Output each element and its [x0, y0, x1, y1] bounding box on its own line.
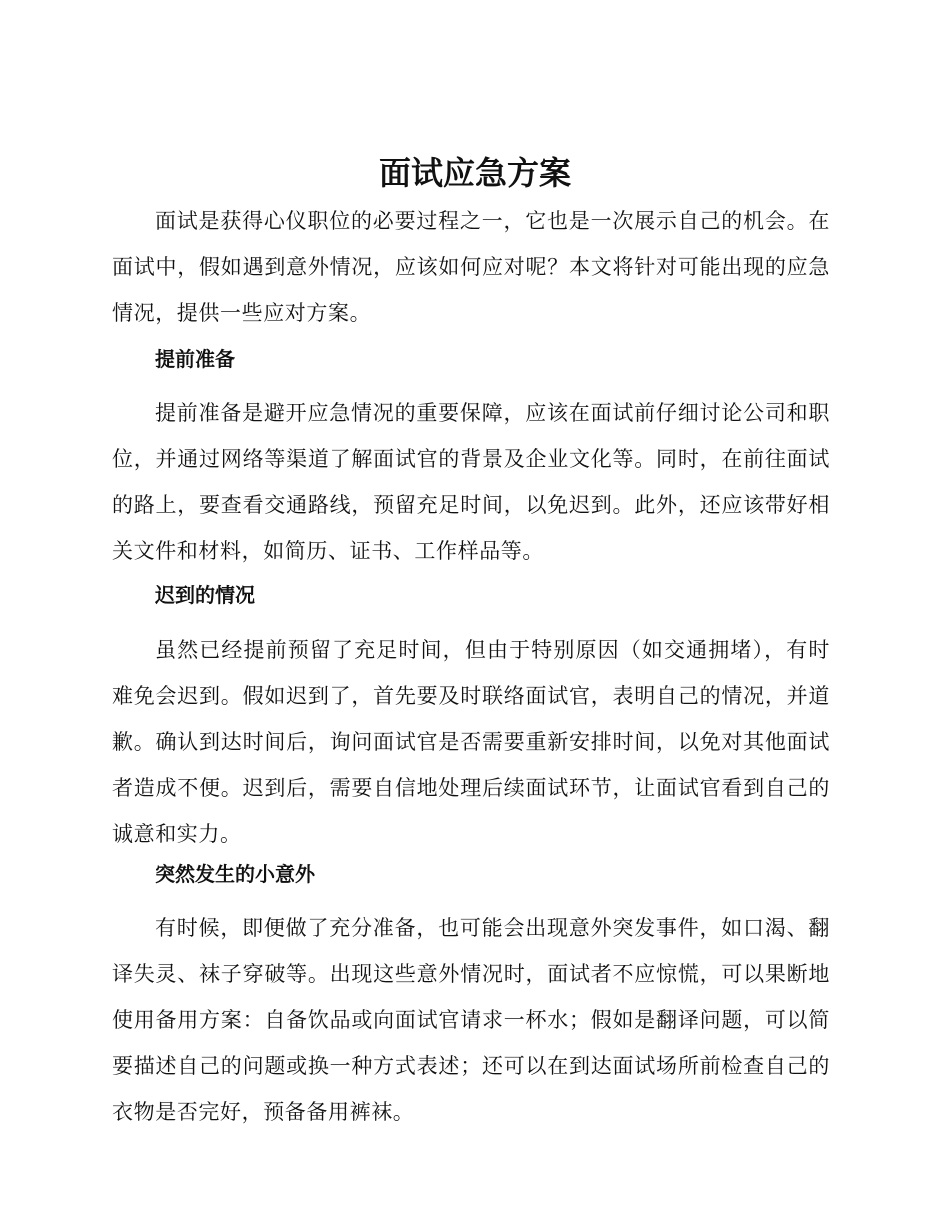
intro-paragraph: 面试是获得心仪职位的必要过程之一，它也是一次展示自己的机会。在面试中，假如遇到意外情况，应该如何应对呢？本文将针对可能出现的应急情况，提供一些应对方案。: [112, 209, 830, 325]
document-title: 面试应急方案: [378, 154, 571, 192]
section-heading-preparation: 提前准备: [155, 347, 235, 371]
section-heading-accident: 突然发生的小意外: [155, 862, 315, 886]
section-body-late: 虽然已经提前预留了充足时间，但由于特别原因（如交通拥堵），有时难免会迟到。假如迟到了，首先要及时联络面试官，表明自己的情况，并道歉。确认到达时间后，询问面试官是否需要重新安排时间，以免对其他面试者造成不便。迟到后，需要自信地处理后续面试环节，让面试官看到自己的诚意和实力。: [112, 638, 830, 846]
section-body-accident: 有时候，即便做了充分准备，也可能会出现意外突发事件，如口渴、翻译失灵、袜子穿破等。出现这些意外情况时，面试者不应惊慌，可以果断地使用备用方案：自备饮品或向面试官请求一杯水；假如是翻译问题，可以简要描述自己的问题或换一种方式表述；还可以在到达面试场所前检查自己的衣物是否完好，预备备用裤袜。: [112, 916, 830, 1124]
section-body-preparation: 提前准备是避开应急情况的重要保障，应该在面试前仔细讨论公司和职位，并通过网络等渠道了解面试官的背景及企业文化等。同时，在前往面试的路上，要查看交通路线，预留充足时间，以免迟到。此外，还应该带好相关文件和材料，如简历、证书、工作样品等。: [112, 401, 830, 563]
section-heading-late: 迟到的情况: [155, 583, 255, 607]
